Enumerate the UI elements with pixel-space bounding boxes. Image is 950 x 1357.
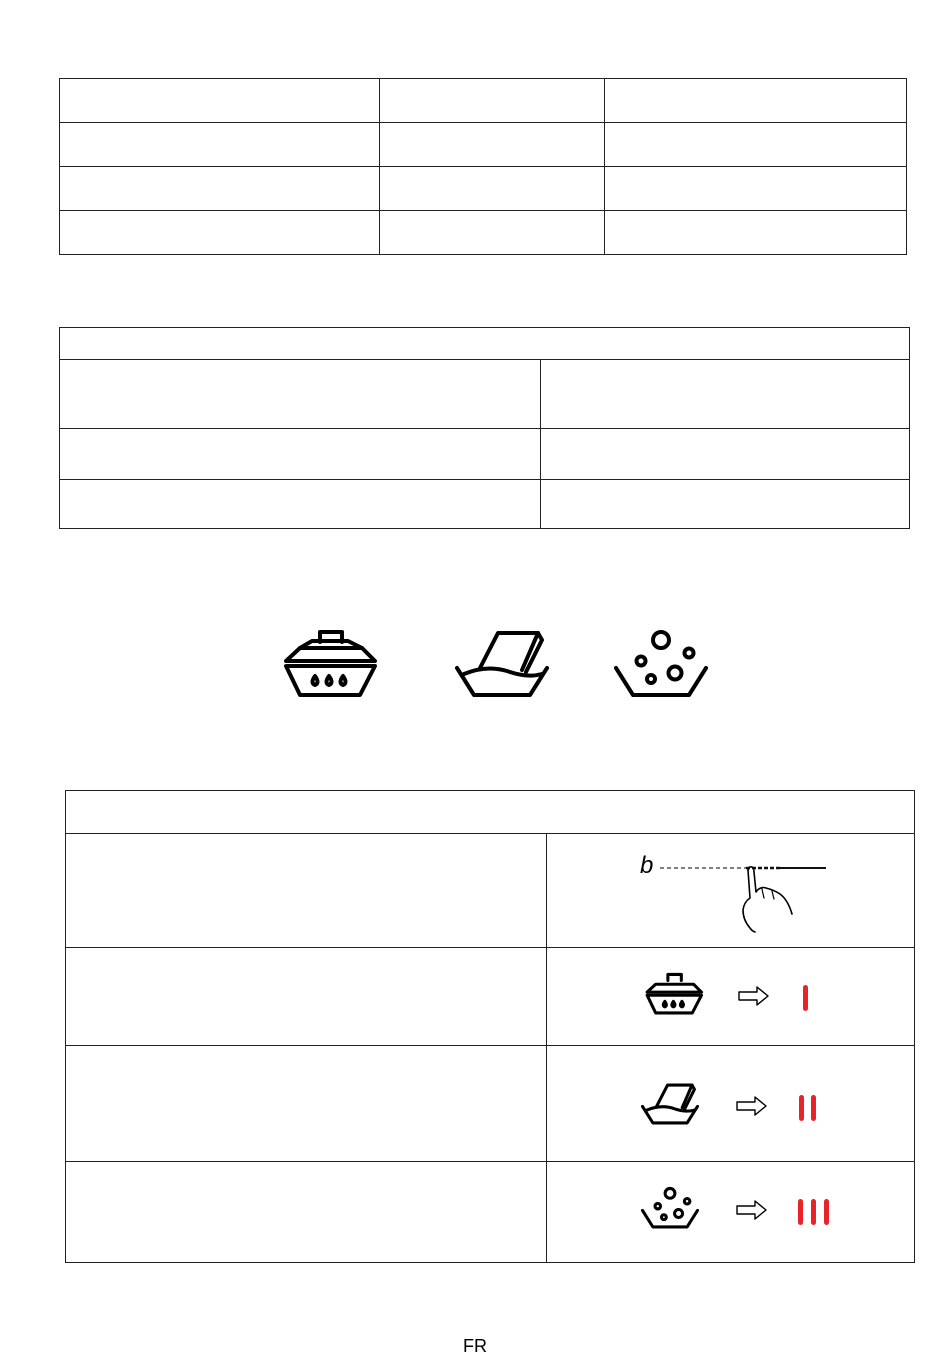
table-row <box>66 1046 915 1162</box>
bubbles-in-basin-icon <box>640 1186 700 1230</box>
display-letter: b <box>640 852 654 879</box>
level-3-indicator <box>795 1197 835 1227</box>
table-row <box>60 167 907 211</box>
right-arrow-icon <box>738 986 770 1006</box>
table-2 <box>59 327 910 529</box>
page-footer-language: FR <box>463 1336 487 1356</box>
plate-in-basin-icon <box>454 628 550 700</box>
table-header-row <box>66 791 915 834</box>
table-row <box>60 211 907 255</box>
lidded-pot-drops-icon <box>644 972 704 1016</box>
bubbles-in-basin-icon <box>613 628 709 700</box>
table-row <box>60 429 910 480</box>
table-1 <box>59 78 907 255</box>
lidded-pot-drops-icon <box>282 628 378 700</box>
table-row <box>60 360 910 429</box>
level-2-indicator <box>796 1093 822 1123</box>
table-row <box>60 79 907 123</box>
table-row <box>66 948 915 1046</box>
right-arrow-icon <box>736 1096 768 1116</box>
level-1-indicator <box>798 983 814 1013</box>
table-header-row <box>60 328 910 360</box>
table-row <box>66 1162 915 1263</box>
table-row <box>60 123 907 167</box>
pointing-hand-icon <box>738 864 798 934</box>
table-row <box>60 480 910 529</box>
right-arrow-icon <box>736 1200 768 1220</box>
plate-in-basin-icon <box>640 1082 700 1126</box>
